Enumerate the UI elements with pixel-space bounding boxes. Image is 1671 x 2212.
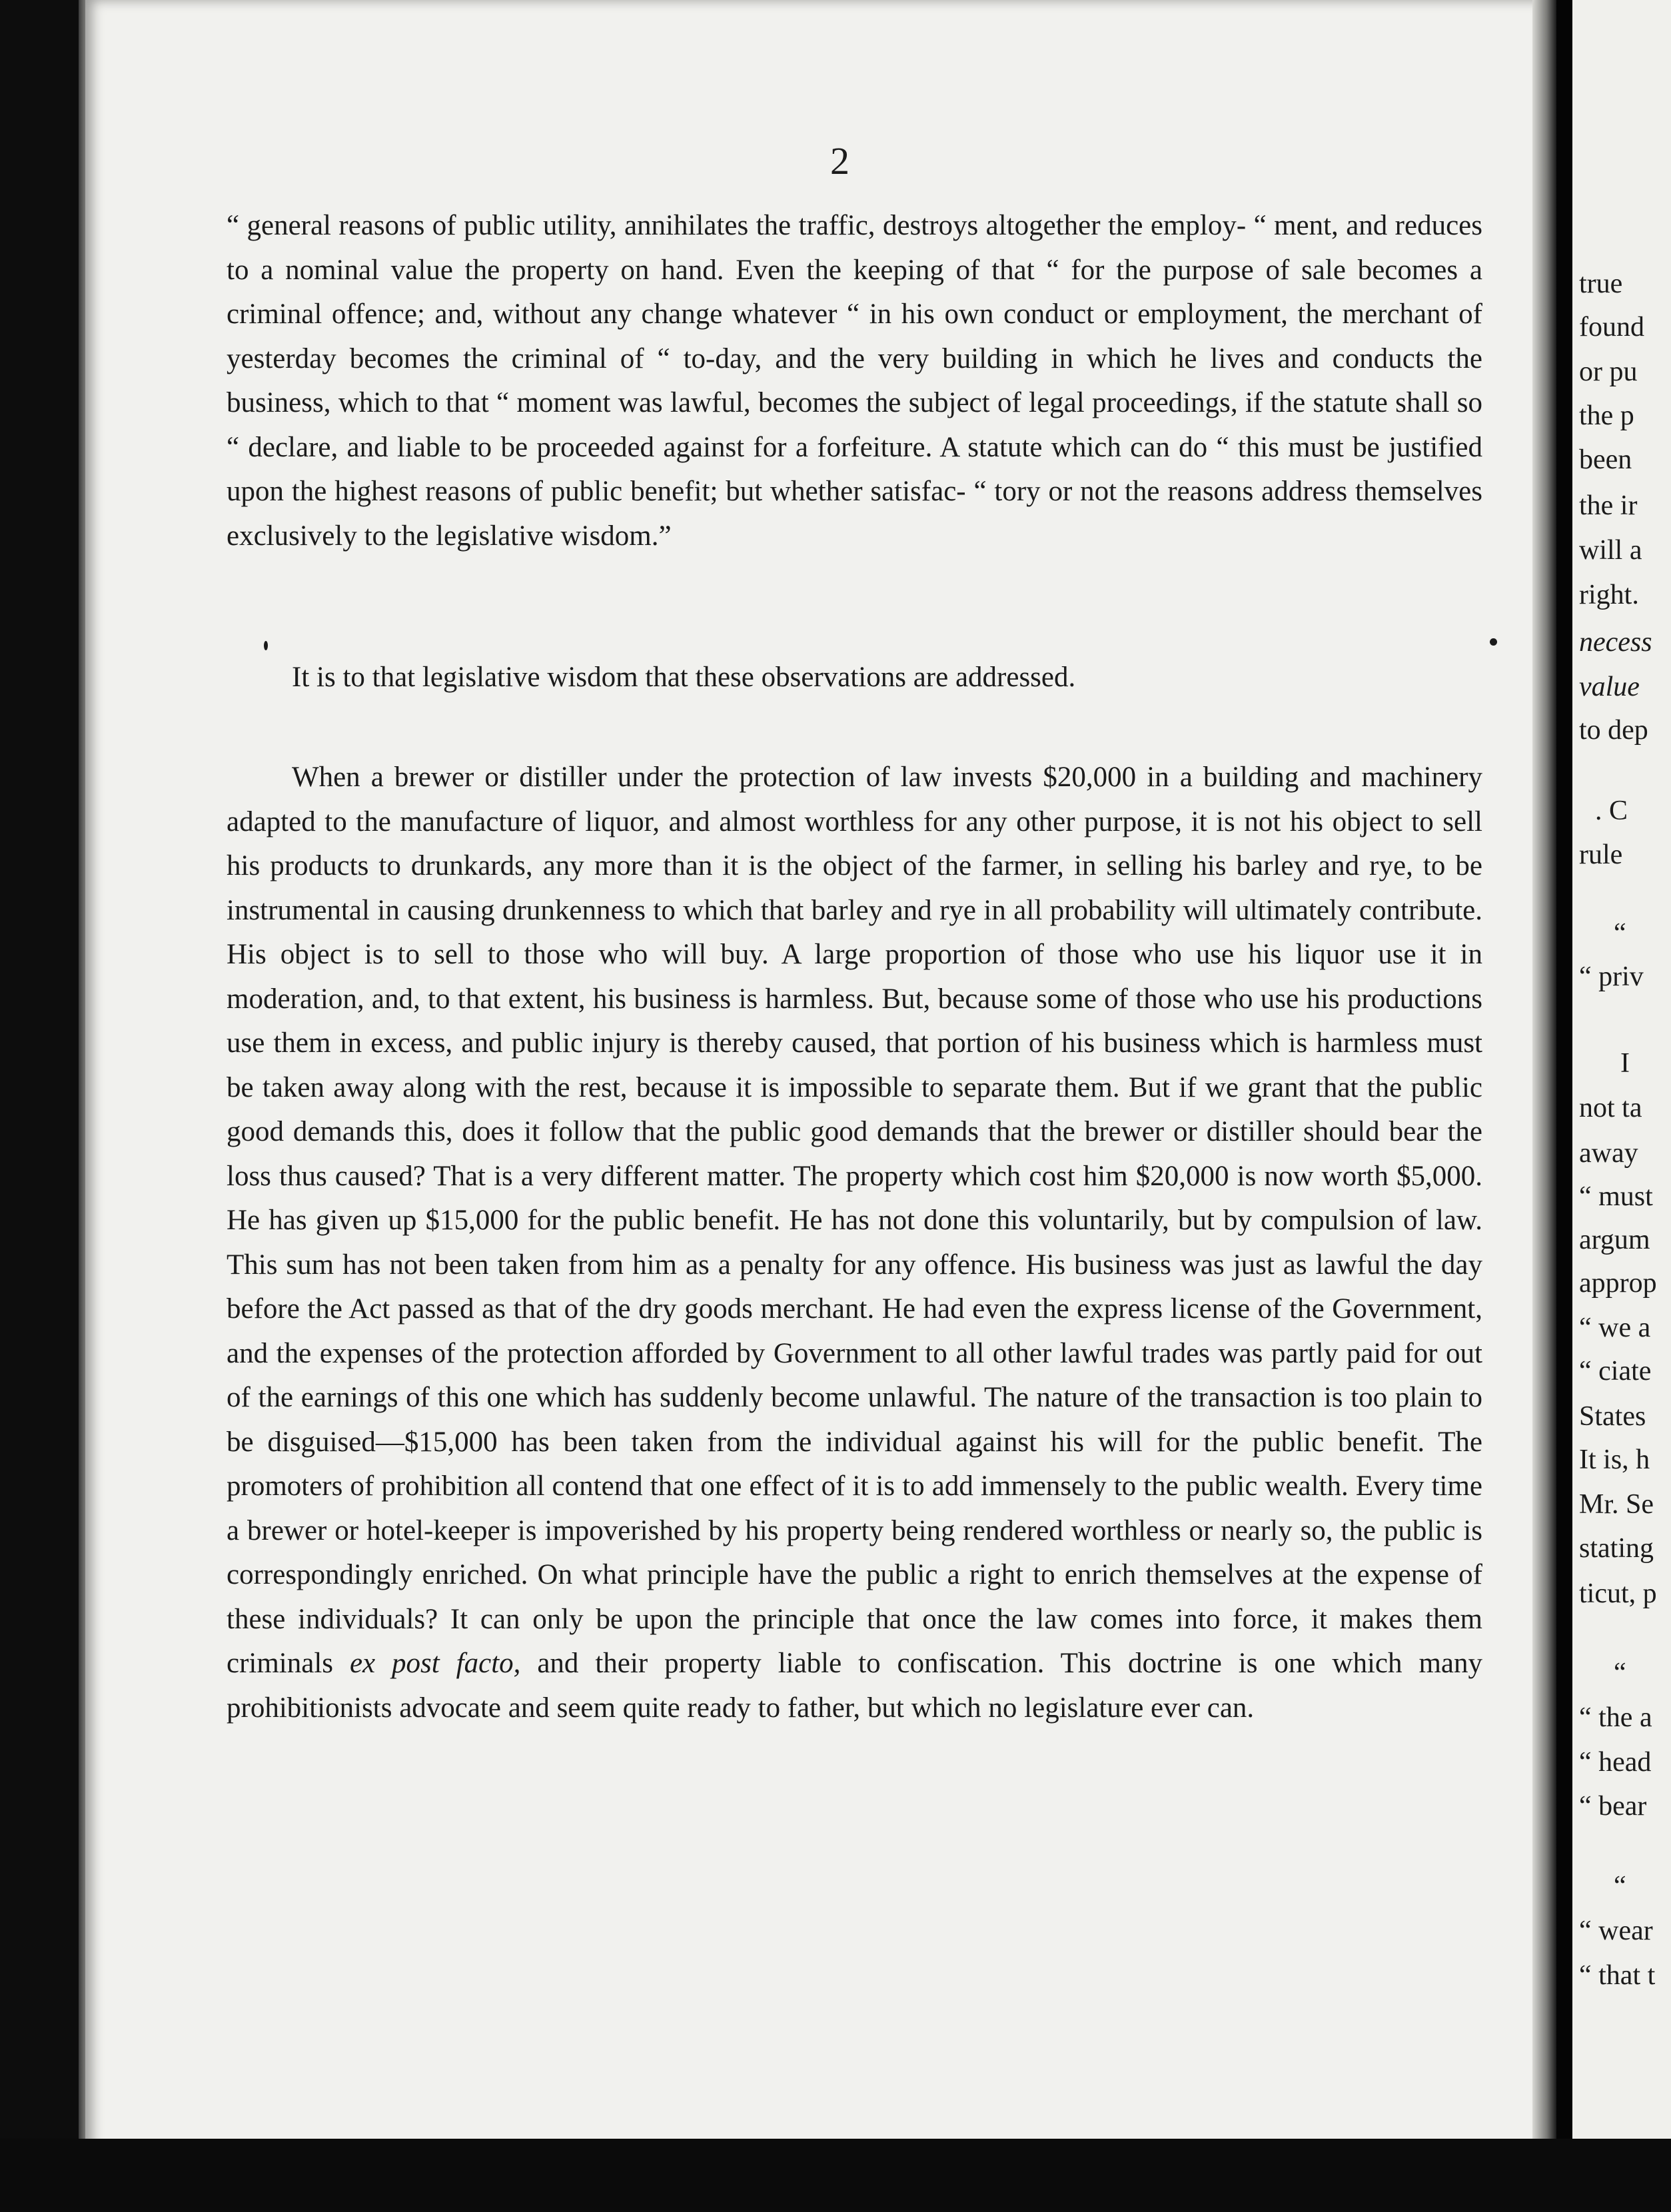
adjacent-page-fragment: “ <box>1614 918 1626 949</box>
adjacent-page-fragment: ticut, p <box>1579 1578 1657 1609</box>
adjacent-page-fragment: right. <box>1579 580 1639 610</box>
adjacent-page-fragment: to dep <box>1579 715 1648 746</box>
adjacent-page-fragment: “ priv <box>1579 961 1644 992</box>
adjacent-page-fragment: true <box>1579 269 1623 299</box>
body-paragraph-main: When a brewer or distiller under the protection of law invests $20,000 in a building and machinery adapted to the manufacture of liquor, and almost worthless for any other purpose, it is not his object to sell his products to drunkards, any more than it is the object of the farmer, in selling his barley and rye, to be instrumental in causing drunkenness to which that barley and rye in all probability will ultimately contribute. His object is to sell to those who will buy. A large proportion of those who use his liquor use it in moderation, and, to that extent, his business is harmless. But, because some of those who use his productions use them in excess, and public injury is thereby caused, that portion of his business which is harmless must be taken away along with the rest, because it is impossible to separate them. But if we grant that the public good demands this, does it follow that the public good demands that the brewer or distiller should bear the loss thus caused? That is a very different matter. The property which cost him $20,000 is now worth $5,000. He has given up $15,000 for the public benefit. He has not done this voluntarily, but by compulsion of law. This sum has not been taken from him as a penalty for any offence. His business was just as lawful the day before the Act passed as that of the dry goods merchant. He had even the express license of the Government, and the expenses of the protection afforded by Government to all other lawful trades was partly paid for out of the earnings of this one which has suddenly become unlawful. The nature of the transaction is too plain to be disguised—$15,000 has been taken from the individual against his will for the public benefit. The promoters of prohibition all contend that one effect of it is to add immensely to the public wealth. Every time a brewer or hotel-keeper is impoverished by his property being rendered worthless or nearly so, the public is correspondingly enriched. On what principle have the public a right to enrich themselves at the expense of these individuals? It can only be upon the principle that once the law comes into force, it makes them criminals <box>227 762 1482 1679</box>
body-italic-phrase: ex post facto, <box>349 1648 521 1679</box>
adjacent-page-fragment: stating <box>1579 1533 1654 1564</box>
adjacent-page-fragment: Mr. Se <box>1579 1489 1654 1520</box>
scan-bottom-edge <box>0 2139 1671 2212</box>
adjacent-page-fragment: necess <box>1579 627 1652 658</box>
adjacent-page-fragment: “ that t <box>1579 1960 1656 1991</box>
adjacent-page-fragment: rule <box>1579 839 1623 870</box>
adjacent-page-fragment: or pu <box>1579 356 1638 387</box>
adjacent-page-fragment: I <box>1620 1048 1630 1079</box>
adjacent-page-fragment: found <box>1579 312 1644 342</box>
ink-speck <box>264 641 268 650</box>
adjacent-page-fragment: approp <box>1579 1268 1657 1299</box>
adjacent-page-fragment: will a <box>1579 535 1642 566</box>
adjacent-page-fragment: “ <box>1614 1658 1626 1688</box>
body-text <box>227 756 1482 1730</box>
book-gutter <box>1556 0 1572 2212</box>
adjacent-page-fragment: away <box>1579 1138 1638 1169</box>
adjacent-page-fragment: . C <box>1595 796 1628 826</box>
adjacent-page-fragment: “ must <box>1579 1181 1653 1212</box>
adjacent-page-margin <box>1572 0 1671 2212</box>
adjacent-page-fragment: been <box>1579 444 1632 475</box>
adjacent-page-fragment: States <box>1579 1401 1646 1432</box>
adjacent-page-fragment: “ ciate <box>1579 1356 1652 1386</box>
adjacent-page-fragment: value <box>1579 672 1640 702</box>
adjacent-page-fragment: “ we a <box>1579 1313 1651 1343</box>
adjacent-page-fragment: “ head <box>1579 1747 1652 1778</box>
adjacent-page-fragment: “ bear <box>1579 1791 1647 1822</box>
adjacent-page-fragment: It is, h <box>1579 1444 1650 1475</box>
adjacent-page-fragment: “ wear <box>1579 1916 1653 1946</box>
adjacent-page-fragment: “ the a <box>1579 1702 1652 1733</box>
summary-line: It is to that legislative wisdom that these observations are addressed. <box>292 662 1076 693</box>
adjacent-page-fragment: “ <box>1614 1871 1626 1902</box>
adjacent-page-fragment: the ir <box>1579 490 1638 521</box>
body-paragraph <box>227 756 1482 1730</box>
adjacent-page-fragment: the p <box>1579 400 1634 431</box>
page-number: 2 <box>830 139 849 183</box>
page-right-shadow <box>1532 0 1556 2212</box>
adjacent-page-fragment: argum <box>1579 1225 1650 1255</box>
adjacent-page-fragment: not ta <box>1579 1093 1642 1123</box>
quoted-passage <box>227 204 1482 558</box>
body-paragraph-end: and their property liable to confiscation. This doctrine is one which many prohibitionists advocate and seem quite ready to father, but which no legislature ever can. <box>227 1648 1482 1724</box>
quote-text: “ general reasons of public utility, annihilates the traffic, destroys altogether the employ- “ ment, and reduces to a nominal value the property on hand. Even the keeping of that “ for the purpose of sale becomes a criminal offence; and, without any change whatever “ in his own conduct or employment, the merchant of yesterday becomes the criminal of “ to-day, and the very building in which he lives and conducts the business, which to that “ moment was lawful, becomes the subject of legal proceedings, if the statute shall so “ declare, and liable to be proceeded against for a forfeiture. A statute which can do “ this must be justified upon the highest reasons of public benefit; but whether satisfac- “ tory or not the reasons address themselves exclusively to the legislative wisdom.” <box>227 210 1482 552</box>
ink-speck <box>1490 638 1497 646</box>
